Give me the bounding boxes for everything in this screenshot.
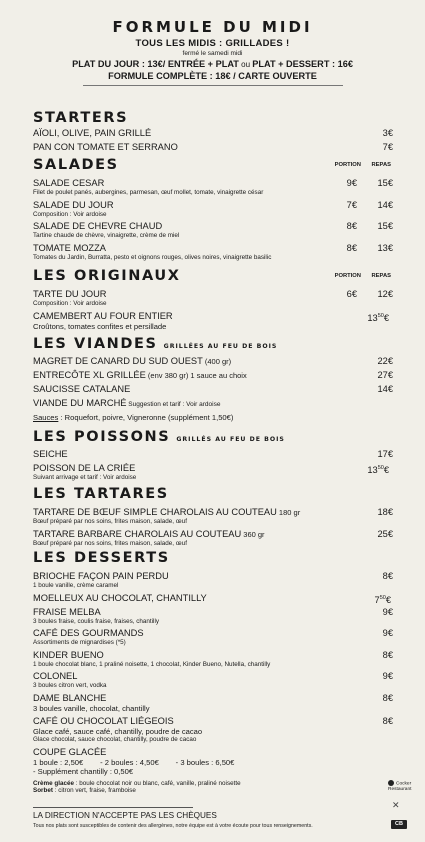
item-price: 8€ <box>382 571 393 581</box>
list-item <box>33 449 393 460</box>
section-subtitle: GRILLÉS AU FEU DE BOIS <box>176 436 285 443</box>
item-price-portion: 7€ <box>346 199 357 210</box>
item-desc: Bœuf préparé par nos soins, frites maison, salade, œuf <box>33 539 187 547</box>
item-price: 8€ <box>382 649 393 660</box>
section-title: STARTERS <box>33 110 129 126</box>
item-name: FRAISE MELBA <box>33 606 101 617</box>
cb-card-icon: CB <box>391 820 407 829</box>
item-name: COLONEL <box>33 671 78 682</box>
list-item <box>33 716 393 744</box>
cocker-logo: Cocker Restaurant <box>388 781 412 792</box>
item-price: $7^{50}€$ <box>374 594 391 605</box>
item-desc: Glace café, sauce café, chantilly, poudre de cacao <box>33 726 203 736</box>
list-item <box>33 463 393 482</box>
list-item <box>33 128 393 139</box>
item-desc: 1 boule chocolat blanc, 1 praliné noisette, 1 chocolat, Kinder Bueno, Nutella, chantilly <box>33 660 271 668</box>
item-desc: Croûtons, tomates confites et persillade <box>33 321 167 331</box>
item-name: TARTARE BARBARE CHAROLAIS AU COUTEAU 360 gr <box>33 528 265 539</box>
item-desc: 3 boules citron vert, vodka <box>33 682 107 690</box>
item-name: SALADE DE CHEVRE CHAUD <box>33 221 163 232</box>
header <box>0 0 425 86</box>
header-note: fermé le samedi midi <box>182 50 243 57</box>
item-price-repas: 12€ <box>377 289 393 299</box>
item-price-repas: 15€ <box>377 221 393 232</box>
list-item <box>33 529 393 548</box>
section-salades <box>33 157 393 261</box>
list-item <box>33 747 393 776</box>
header-subtitle: TOUS LES MIDIS : GRILLADES ! <box>135 38 290 49</box>
item-price: 17€ <box>377 449 393 459</box>
item-name: ENTRECÔTE XL GRILLÉE (env 380 gr) 1 sauce au choix <box>33 370 247 380</box>
section-title: LES TARTARES <box>33 486 169 502</box>
item-desc: Suivant arrivage et tarif : Voir ardoise <box>33 474 137 481</box>
section-title: LES POISSONS <box>33 429 171 445</box>
list-item <box>33 671 393 690</box>
section-title: SALADES <box>33 157 119 173</box>
section-originaux <box>33 268 393 331</box>
formula-b: PLAT + DESSERT : 16€ <box>252 59 353 69</box>
item-price-portion: 8€ <box>346 221 357 232</box>
formula-a: PLAT DU JOUR : 13€/ ENTRÉE + PLAT <box>72 59 239 69</box>
item-price-portion: 9€ <box>346 178 357 188</box>
item-desc: Filet de poulet panés, aubergines, parmesan, œuf mollet, tomate, vinaigrette césar <box>33 189 264 196</box>
item-price: 9€ <box>382 628 393 639</box>
item-desc: Composition : Voir ardoise <box>33 210 107 218</box>
item-price: 27€ <box>377 370 393 380</box>
list-item <box>33 243 393 262</box>
list-item <box>33 628 393 647</box>
section-starters <box>33 110 393 153</box>
item-price: 25€ <box>377 528 393 539</box>
list-item <box>33 693 393 713</box>
list-item <box>33 650 393 669</box>
parfums-note: Crème glacée : boule chocolat noir ou blanc, café, vanille, praliné noisette Sorbet : citron vert, fraise, framboise <box>33 779 241 795</box>
col-repas: REPAS <box>371 273 391 279</box>
list-item <box>33 311 393 331</box>
item-name: AÏOLI, OLIVE, PAIN GRILLÉ <box>33 128 152 138</box>
item-name: TARTARE DE BŒUF SIMPLE CHAROLAIS AU COUTEAU 180 gr <box>33 507 301 517</box>
section-subtitle: GRILLÉES AU FEU DE BOIS <box>163 343 278 350</box>
item-price-portion: 8€ <box>346 242 357 253</box>
item-name: CAFÉ DES GOURMANDS <box>33 628 144 639</box>
item-name: VIANDE DU MARCHÉ Suggestion et tarif : Voir ardoise <box>33 398 221 408</box>
item-name: COUPE GLACÉE <box>33 746 107 757</box>
list-item <box>33 221 393 240</box>
item-price: 9€ <box>382 671 393 682</box>
section-desserts <box>33 550 393 795</box>
item-name: SAUCISSE CATALANE <box>33 384 131 394</box>
item-desc: Bœuf préparé par nos soins, frites maison, salade, œuf <box>33 518 187 525</box>
footer-cheques: LA DIRECTION N'ACCEPTE PAS LES CHÈQUES <box>33 811 217 820</box>
bird-logo-icon: ✕ <box>392 800 400 810</box>
item-name: DAME BLANCHE <box>33 692 107 703</box>
footer-allergens: Tous nos plats sont susceptibles de contenir des allergènes, notre équipe est à votre écoute pour tous renseignements. <box>33 823 313 829</box>
item-desc: 1 boule vanille, crème caramel <box>33 582 119 589</box>
item-price-repas: 13€ <box>377 242 393 253</box>
cocker-logo-icon <box>388 780 394 786</box>
item-name: MAGRET DE CANARD DU SUD OUEST (400 gr) <box>33 356 232 366</box>
item-name: TARTE DU JOUR <box>33 289 107 299</box>
list-item <box>33 384 393 395</box>
list-item <box>33 200 393 219</box>
item-name: BRIOCHE FAÇON PAIN PERDU <box>33 571 169 581</box>
item-price-portion: 6€ <box>346 289 357 299</box>
sauces-note: Sauces : Roquefort, poivre, Vigneronne (supplément 1,50€) <box>33 413 234 422</box>
col-portion: PORTION <box>334 273 361 279</box>
item-price: $13^{50}€$ <box>367 465 389 476</box>
list-item <box>33 142 393 153</box>
item-price: $13^{50}€$ <box>367 312 389 323</box>
item-price: 7€ <box>382 142 393 152</box>
item-name: TOMATE MOZZA <box>33 242 106 253</box>
item-name: CAFÉ OU CHOCOLAT LIÉGEOIS <box>33 715 174 726</box>
formula-line-2: FORMULE COMPLÈTE : 18€ / CARTE OUVERTE <box>108 71 317 81</box>
item-desc: Assortiments de mignardises (*5) <box>33 639 126 647</box>
item-desc-2: - Supplément chantilly : 0,50€ <box>33 766 134 776</box>
list-item <box>33 370 393 381</box>
header-divider <box>83 85 343 86</box>
list-item <box>33 507 393 526</box>
item-name: PAN CON TOMATE ET SERRANO <box>33 142 178 152</box>
footer-divider <box>33 807 193 808</box>
section-tartares <box>33 486 393 547</box>
page-title: FORMULE DU MIDI <box>112 18 313 36</box>
item-name: CAMEMBERT AU FOUR ENTIER <box>33 310 173 321</box>
item-price-repas: 14€ <box>377 199 393 210</box>
list-item <box>33 607 393 626</box>
section-title: LES VIANDES <box>33 336 158 352</box>
list-item <box>33 178 393 197</box>
item-name: SALADE CESAR <box>33 178 105 188</box>
item-desc: 3 boules fraise, coulis fraise, fraises, chantilly <box>33 617 159 625</box>
item-price-repas: 15€ <box>377 178 393 188</box>
col-repas: REPAS <box>371 162 391 168</box>
list-item <box>33 571 393 590</box>
item-desc-2: Glace chocolat, sauce chocolat, chantilly, poudre de cacao <box>33 735 197 743</box>
item-desc: 1 boule : 2,50€ - 2 boules : 4,50€ - 3 boules : 6,50€ <box>33 757 235 767</box>
item-name: POISSON DE LA CRIÉE <box>33 463 136 473</box>
formula-line-1 <box>0 59 425 69</box>
item-desc: Composition : Voir ardoise <box>33 300 107 307</box>
formula-ou: ou <box>238 60 253 69</box>
list-item <box>33 289 393 308</box>
item-price: 3€ <box>382 128 393 138</box>
col-portion: PORTION <box>334 162 361 168</box>
item-price: 8€ <box>382 715 393 726</box>
item-name: KINDER BUENO <box>33 649 104 660</box>
item-name: SALADE DU JOUR <box>33 199 114 210</box>
section-poissons <box>33 429 393 482</box>
list-item <box>33 593 393 604</box>
list-item <box>33 356 393 367</box>
item-price: 18€ <box>377 507 393 517</box>
item-name: SEICHE <box>33 449 68 459</box>
item-price: 8€ <box>382 692 393 703</box>
item-desc: Tomates du Jardin, Burratta, pesto et oignons rouges, olives noires, vinaigrette basilic <box>33 253 272 261</box>
item-desc: Tartine chaude de chèvre, vinaigrette, crème de miel <box>33 232 180 240</box>
item-price: 9€ <box>382 606 393 617</box>
item-name: MOELLEUX AU CHOCOLAT, CHANTILLY <box>33 592 207 603</box>
list-item <box>33 398 393 410</box>
section-viandes <box>33 336 393 422</box>
section-title: LES ORIGINAUX <box>33 268 181 284</box>
item-price: 22€ <box>377 356 393 366</box>
item-desc: 3 boules vanille, chocolat, chantilly <box>33 703 150 713</box>
item-price: 14€ <box>377 384 393 394</box>
section-title: LES DESSERTS <box>33 550 170 566</box>
